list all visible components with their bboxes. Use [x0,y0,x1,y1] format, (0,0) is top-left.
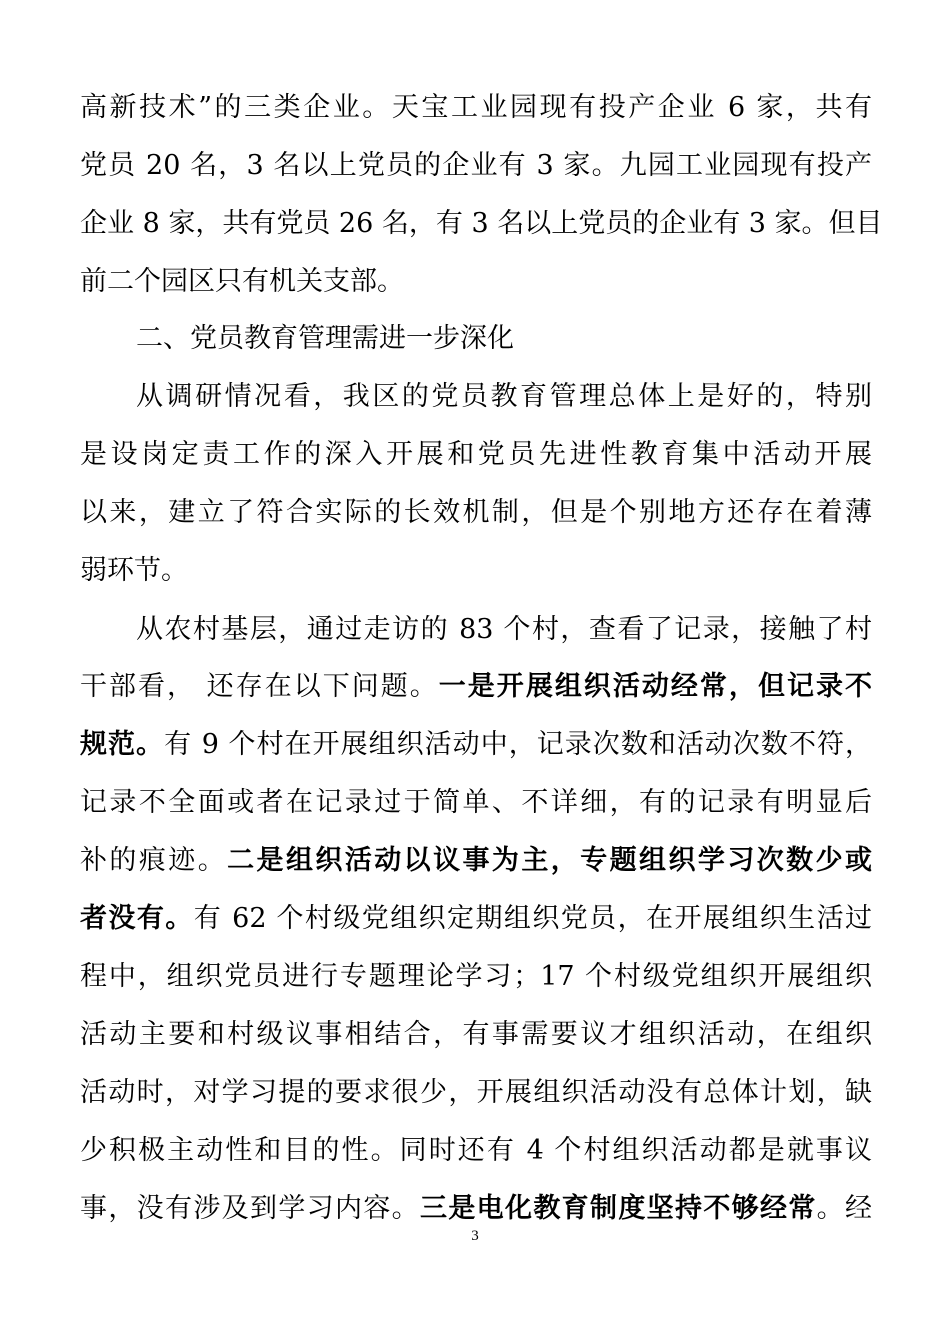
text-line: 从调研情况看，我区的党员教育管理总体上是好的，特别 [136,381,872,412]
text-line: 企业 8 家，共有党员 26 名，有 3 名以上党员的企业有 3 家。但目 [80,208,883,239]
bold-text-span: 一是开展组织活动经常，但记录不 [438,671,872,702]
page-number: 3 [471,1228,479,1244]
text-span: 。经 [816,1193,873,1224]
text-line: 弱环节。 [80,555,188,586]
text-line: 党员 20 名，3 名以上党员的企业有 3 家。九园工业园现有投产 [80,150,872,181]
text-line: 少积极主动性和目的性。同时还有 4 个村组织活动都是就事议 [80,1135,872,1166]
text-line [80,667,872,707]
text-line [80,899,872,939]
text-span: 有 9 个村在开展组织活动中，记录次数和活动次数不符， [164,729,873,760]
text-line [80,725,872,765]
bold-text-span: 三是电化教育制度坚持不够经常 [420,1193,817,1224]
text-span: 干部看， 还存在以下问题。 [80,671,439,702]
text-span: 事，没有涉及到学习内容。 [80,1193,420,1224]
text-span: 补的痕迹。 [80,845,228,876]
text-line: 从农村基层，通过走访的 83 个村，查看了记录，接触了村 [136,614,872,645]
bold-text-span: 规范。 [80,729,165,760]
section-heading: 二、党员教育管理需进一步深化 [136,323,514,354]
text-line: 程中，组织党员进行专题理论学习；17 个村级党组织开展组织 [80,961,872,992]
text-line: 记录不全面或者在记录过于简单、不详细，有的记录有明显后 [80,787,872,818]
text-line [80,841,872,881]
bold-text-span: 二是组织活动以议事为主，专题组织学习次数少或 [227,845,873,876]
text-line: 活动时，对学习提的要求很少，开展组织活动没有总体计划，缺 [80,1077,872,1108]
text-span: 有 62 个村级党组织定期组织党员，在开展组织生活过 [193,903,872,934]
text-line: 高新技术”的三类企业。天宝工业园现有投产企业 6 家，共有 [80,92,872,123]
text-line: 前二个园区只有机关支部。 [80,266,404,297]
text-line: 是设岗定责工作的深入开展和党员先进性教育集中活动开展 [80,439,872,470]
text-line: 活动主要和村级议事相结合，有事需要议才组织活动，在组织 [80,1019,872,1050]
bold-text-span: 者没有。 [80,903,194,934]
text-line [80,1189,872,1229]
text-line: 以来，建立了符合实际的长效机制，但是个别地方还存在着薄 [80,497,872,528]
